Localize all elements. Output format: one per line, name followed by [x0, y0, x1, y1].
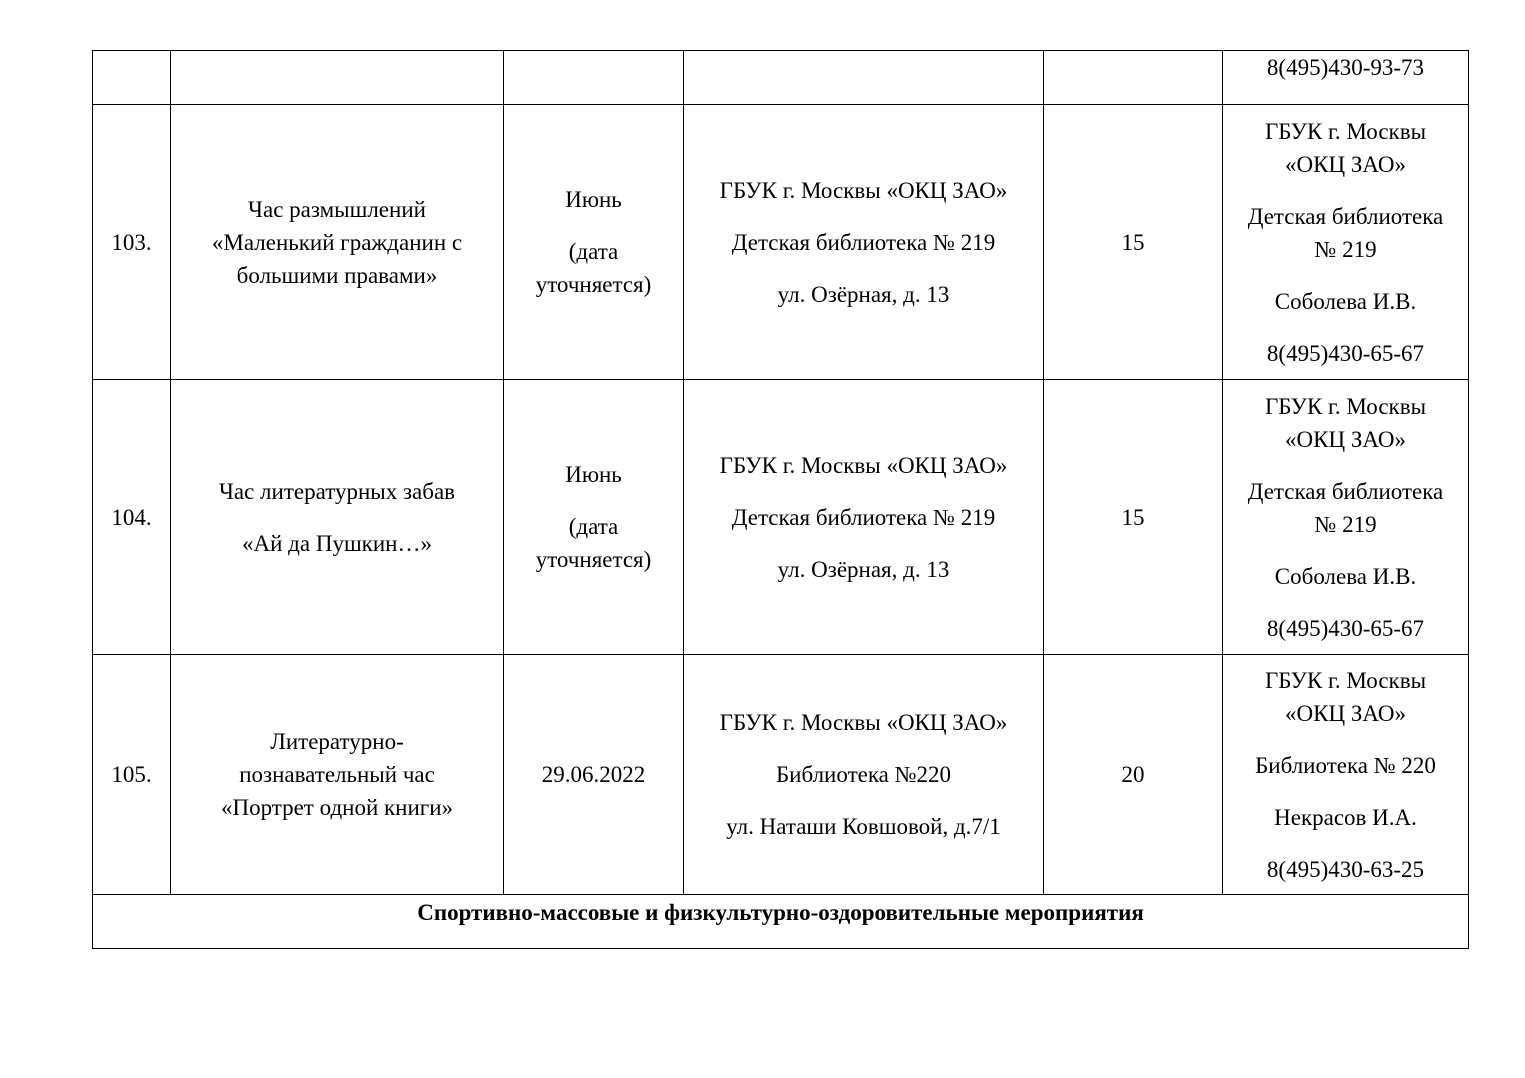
cell-organizer: [1223, 380, 1469, 655]
cell-participants: [1044, 51, 1223, 105]
organizer-library: Детская библиотека № 219: [1247, 478, 1444, 537]
organizer-phone: 8(495)430-93-73: [1266, 55, 1425, 80]
cell-organizer: [1223, 105, 1469, 380]
organizer-institution: ГБУК г. Москвы «ОКЦ ЗАО»: [1264, 667, 1427, 726]
organizer-contact-person: Некрасов И.А.: [1274, 804, 1417, 830]
cell-event-name: Час литературных забав «Ай да Пушкин…»: [171, 380, 504, 655]
cell-participants: 20: [1044, 655, 1223, 895]
cell-date: Июнь (дата уточняется): [504, 105, 684, 380]
organizer-institution: ГБУК г. Москвы «ОКЦ ЗАО»: [1264, 393, 1427, 452]
cell-date: Июнь (дата уточняется): [504, 380, 684, 655]
cell-venue: ГБУК г. Москвы «ОКЦ ЗАО» Детская библиотека № 219 ул. Озёрная, д. 13: [684, 380, 1044, 655]
section-heading: Спортивно-массовые и физкультурно-оздоровительные мероприятия: [93, 895, 1469, 949]
cell-event-name: Литературно- познавательный час «Портрет одной книги»: [171, 655, 504, 895]
cell-date: 29.06.2022: [504, 655, 684, 895]
table-row: [93, 655, 1469, 895]
cell-organizer: [1223, 51, 1469, 105]
organizer-library: Детская библиотека № 219: [1247, 203, 1444, 262]
cell-date: [504, 51, 684, 105]
organizer-contact-person: Соболева И.В.: [1274, 288, 1417, 314]
organizer-phone: 8(495)430-65-67: [1266, 340, 1425, 366]
cell-participants: 15: [1044, 105, 1223, 380]
cell-event-name: [171, 51, 504, 105]
cell-number: [93, 51, 171, 105]
events-table: [92, 50, 1469, 949]
cell-venue: [684, 51, 1044, 105]
section-heading-row: [93, 895, 1469, 949]
cell-participants: 15: [1044, 380, 1223, 655]
cell-event-name: Час размышлений «Маленький гражданин с большими правами»: [171, 105, 504, 380]
organizer-phone: 8(495)430-65-67: [1266, 615, 1425, 641]
cell-number: 103.: [93, 105, 171, 380]
table-row: [93, 51, 1469, 105]
table-row: [93, 105, 1469, 380]
cell-venue: ГБУК г. Москвы «ОКЦ ЗАО» Детская библиотека № 219 ул. Озёрная, д. 13: [684, 105, 1044, 380]
cell-organizer: [1223, 655, 1469, 895]
cell-number: 104.: [93, 380, 171, 655]
organizer-library: Библиотека № 220: [1255, 752, 1436, 778]
organizer-contact-person: Соболева И.В.: [1274, 563, 1417, 589]
organizer-institution: ГБУК г. Москвы «ОКЦ ЗАО»: [1264, 118, 1427, 177]
table-row: [93, 380, 1469, 655]
cell-venue: ГБУК г. Москвы «ОКЦ ЗАО» Библиотека №220 ул. Наташи Ковшовой, д.7/1: [684, 655, 1044, 895]
cell-number: 105.: [93, 655, 171, 895]
organizer-phone: 8(495)430-63-25: [1266, 856, 1425, 882]
